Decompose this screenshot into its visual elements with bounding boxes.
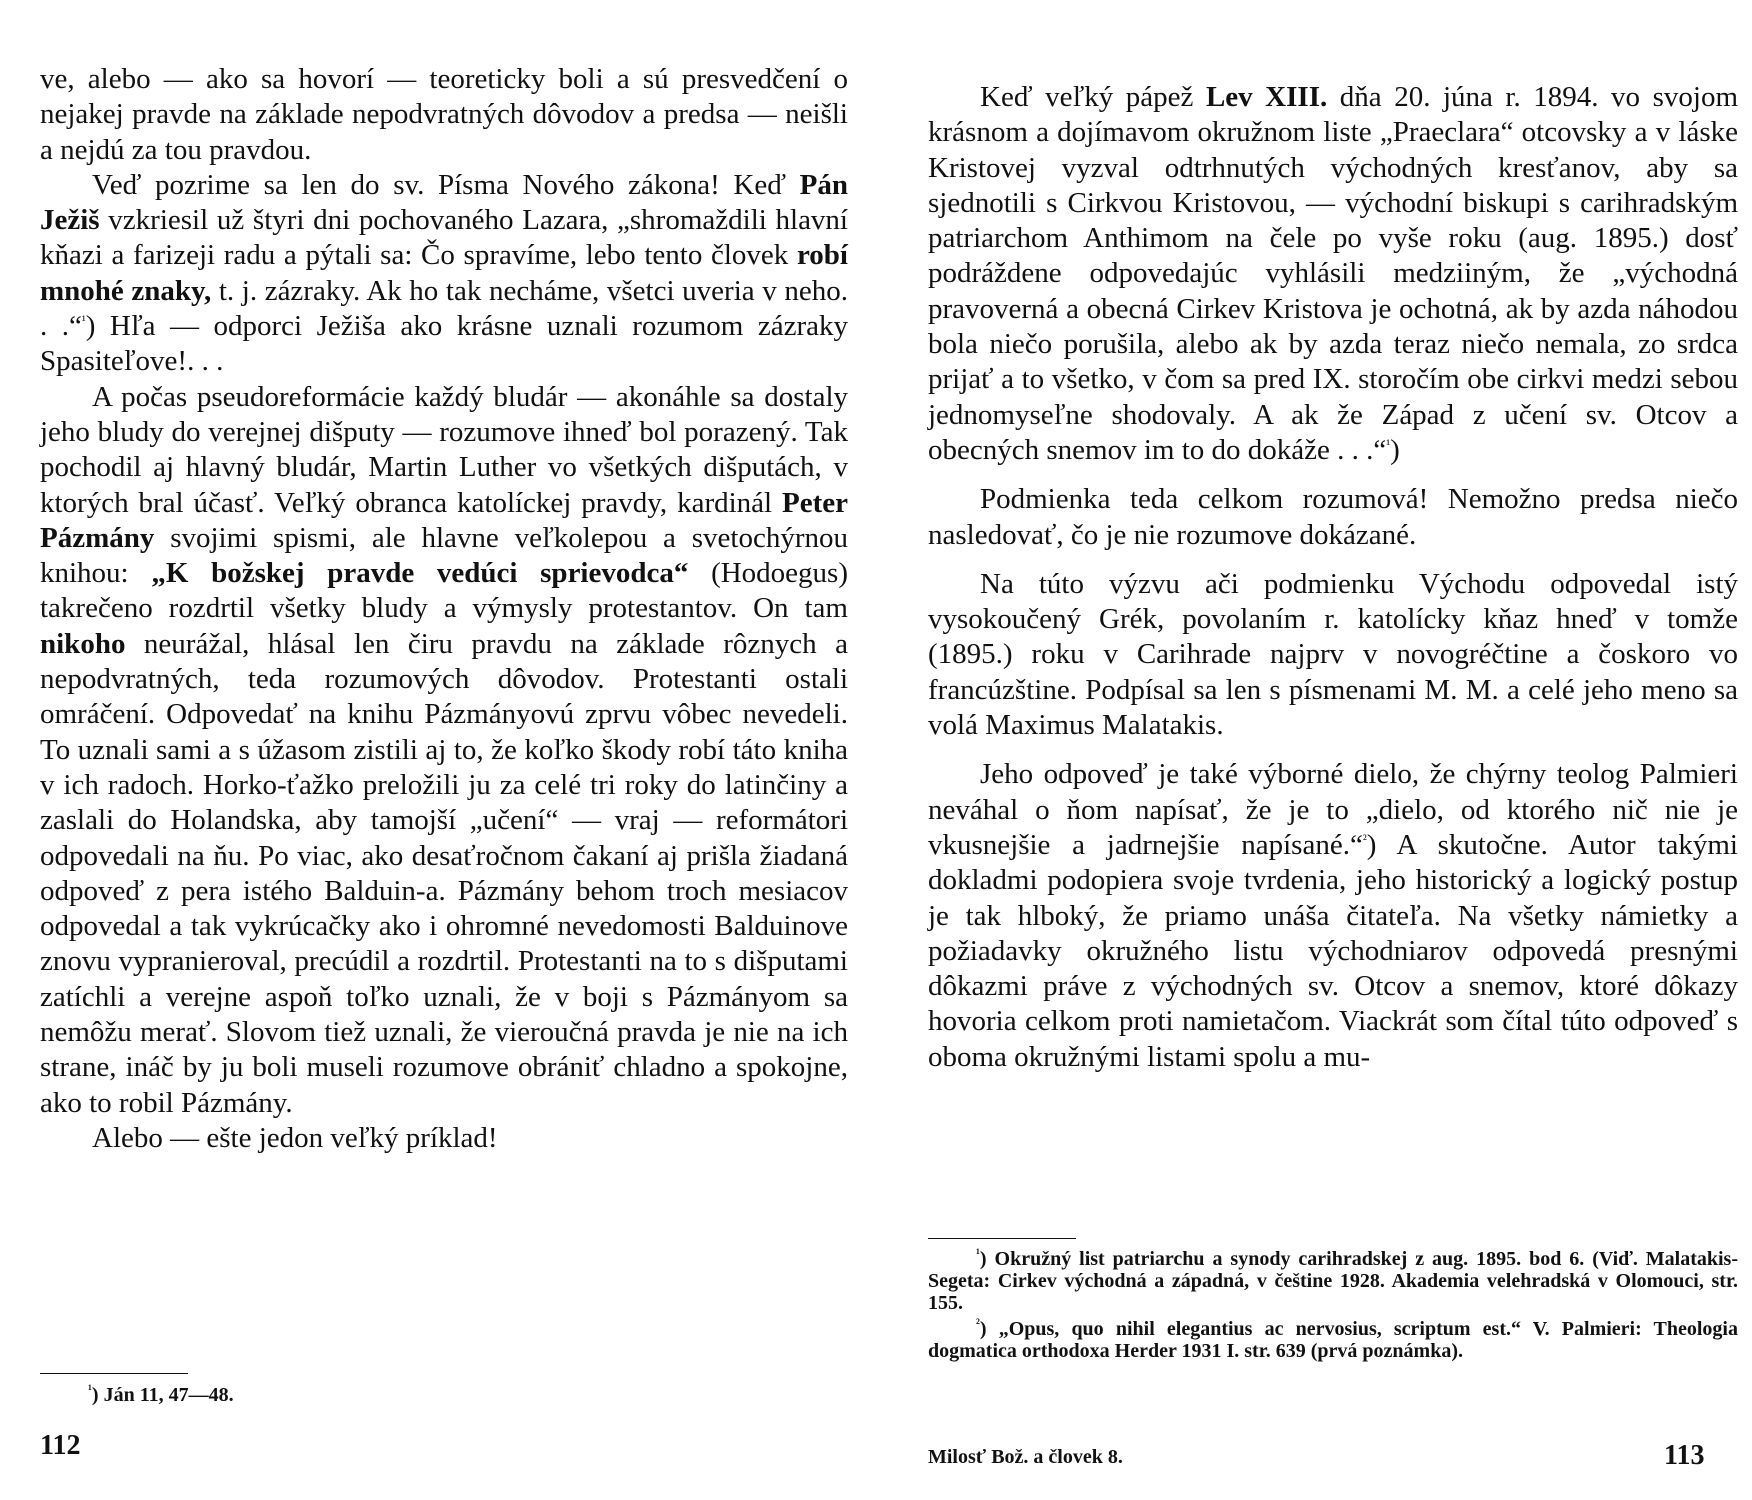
left-paragraph xyxy=(40,380,848,1121)
footnote-marker: ² xyxy=(1362,831,1367,847)
text-run: vzkriesil už štyri dni pochovaného Lazara, „shromaždili hlavní kňazi a farizeji radu a pýtali sa: Čo spravíme, lebo tento človek xyxy=(40,204,848,272)
text-run: Podmienka teda celkom rozumová! Nemožno predsa niečo nasledovať, čo je nie rozumove dokázané. xyxy=(928,483,1738,551)
text-run: ) xyxy=(1390,433,1400,466)
footnote-divider xyxy=(40,1373,188,1374)
text-run: (Hodoegus) takrečeno rozdrtil všetky bludy a výmysly protestantov. On tam xyxy=(40,557,848,625)
right-paragraph xyxy=(928,567,1738,743)
left-footnotes xyxy=(40,1381,848,1410)
text-run: Keď veľký pápež xyxy=(980,81,1206,113)
footnote-marker: ¹ xyxy=(976,1245,980,1261)
text-run: ) A skutočne. Autor takými dokladmi podopiera svoje tvrdenia, jeho historický a logický postup je tak hlboký, že priamo unáša čitateľa. Na všetky námietky a požiadavky okružného listu východniarov odpovedá presnými dôkazmi práve z východných sv. Otcov a snemov, ktoré dôkazy hovoria celkom proti namietačom. Viackrát som čítal túto odpoveď s oboma okružnými listami spolu a mu- xyxy=(928,828,1738,1073)
right-paragraph xyxy=(928,757,1738,1075)
right-page-body xyxy=(928,80,1738,1075)
footnote-marker: ¹ xyxy=(88,1381,92,1397)
right-paragraph xyxy=(928,80,1738,468)
text-run: neurážal, hlásal len čiru pravdu na základe rôznych a nepodvratných, teda rozumových dôvodov. Protestanti ostali omráčení. Odpovedať na knihu Pázmányovú zprvu vôbec nevedeli. To uznali sami a s úžasom zistili aj to, že koľko škody robí táto kniha v ich radoch. Horko-ťažko preložili ju za celé tri roky do latinčiny a zaslali do Holandska, aby tamojší „učení“ — vraj — reformátori odpovedali na ňu. Po viac, ako desaťročnom čakaní aj prišla žiadaná odpoveď z pera istého Balduin-a. Pázmány behom troch mesiacov odpovedal a tak vykrúcačky ako i ohromné nevedomosti Balduinove znovu vypranieroval, precúdil a rozdrtil. Protestanti na to s dišputami zatíchli a verejne aspoň toľko uznali, že v boji s Pázmányom sa nemôžu merať. Slovom tiež uznali, že vieroučná pravda je nie na ich strane, ináč by ju boli museli rozumove obrániť chladno a spokojne, ako to robil Pázmány. xyxy=(40,627,848,1119)
text-run: Na túto výzvu ači podmienku Východu odpovedal istý vysokoučený Grék, povolaním r. katolícky kňaz hneď v tomže (1895.) roku v Carihrade najprv v novogréčtine a čoskoro vo francúzštine. Podpísal sa len s písmenami M. M. a celé jeho meno sa volá Maximus Malatakis. xyxy=(928,567,1738,742)
bold-text-run: Lev XIII. xyxy=(1205,81,1328,113)
text-run: ) Ján 11, 47—48. xyxy=(91,1384,234,1406)
footnote xyxy=(40,1381,848,1406)
bold-text-run: robí mnohé znaky, xyxy=(40,239,848,307)
text-run: dňa 20. júna r. 1894. vo svojom krásnom a dojímavom okružnom liste „Praeclara“ otcovsky a v láske Kristovej vyzval odtrhnutých východných kresťanov, aby sa sjednotili s Cirkvou Kristovou, — východní biskupi s carihradským patriarchom Anthimom na čele po vyše roku (aug. 1895.) dosť podráždene odpovedajúc vyhlásili medziiným, že „východná pravoverná a obecná Cirkev Kristova je ochotná, ak by azda náhodou bola niečo porušila, alebo ak by azda teraz niečo nemala, zo srdca prijať a to všetko, v čom sa pred IX. storočím obe cirkvi medzi sebou jednomyseľne shodovaly. A ak že Západ z učení sv. Otcov a obecných snemov im to do dokáže . . .“ xyxy=(928,81,1738,466)
text-run: ) Okružný list patriarchu a synody carihradskej z aug. 1895. bod 6. (Viď. Malatakis-Segeta: Cirkev východná a západná, v češtine 1928. Akademia velehradská v Olomouci, str. 155. xyxy=(928,1248,1738,1314)
text-run: ) „Opus, quo nihil elegantius ac nervosius, scriptum est.“ V. Palmieri: Theologia dogmatica orthodoxa Herder 1931 I. str. 639 (prvá poznámka). xyxy=(928,1318,1738,1362)
page-number: 112 xyxy=(40,1430,81,1461)
right-paragraph xyxy=(928,482,1738,553)
printer-signature: Milosť Bož. a človek 8. xyxy=(928,1446,1123,1468)
text-run: Jeho odpoveď je také výborné dielo, že chýrny teolog Palmieri neváhal o ňom napísať, že je to „dielo, od ktorého nič nie je vkusnejšie a jadrnejšie napísané.“ xyxy=(928,758,1738,861)
text-run: A počas pseudoreformácie každý bludár — akonáhle sa dostaly jeho bludy do verejnej dišputy — rozumove ihneď bol porazený. Tak pochodil aj hlavný bludár, Martin Luther vo všetkých dišputách, v ktorých bral účasť. Veľký obranca katolíckej pravdy, kardinál xyxy=(40,380,848,519)
right-page xyxy=(876,0,1752,1500)
bold-text-run: Pán Ježiš xyxy=(40,168,848,237)
text-run: t. j. zázraky. Ak ho tak necháme, všetci uveria v neho. . .“ xyxy=(40,274,848,343)
footnote xyxy=(928,1315,1738,1362)
footnote-marker: ² xyxy=(976,1315,980,1331)
text-run: svojimi spismi, ale hlavne veľkolepou a svetochýrnou knihou: xyxy=(40,521,848,590)
footnote-divider xyxy=(928,1238,1076,1239)
right-footnotes xyxy=(928,1245,1738,1366)
left-paragraph xyxy=(40,62,848,168)
left-paragraph xyxy=(40,168,848,380)
bold-text-run: nikoho xyxy=(40,627,126,660)
bold-text-run: „K božskej pravde vedúci sprievodca“ xyxy=(151,557,689,590)
left-paragraph xyxy=(40,1121,848,1156)
text-run: Alebo — ešte jedon veľký príklad! xyxy=(92,1121,498,1154)
footnote-marker: ¹ xyxy=(1386,436,1391,452)
footnote xyxy=(928,1245,1738,1314)
page-number: 113 xyxy=(1664,1440,1705,1471)
text-run: Veď pozrime sa len do sv. Písma Nového zákona! Keď xyxy=(92,168,800,201)
text-run: ve, alebo — ako sa hovorí — teoreticky boli a sú presvedčení o nejakej pravde na základe nepodvratných dôvodov a predsa — neišli a nejdú za tou pravdou. xyxy=(40,63,848,166)
footnote-marker: ¹ xyxy=(81,312,86,328)
bold-text-run: Peter Pázmány xyxy=(40,486,848,554)
left-page-body xyxy=(40,62,848,1156)
text-run: ) Hľa — odporci Ježiša ako krásne uznali rozumom zázraky Spasiteľove!. . . xyxy=(40,310,848,378)
